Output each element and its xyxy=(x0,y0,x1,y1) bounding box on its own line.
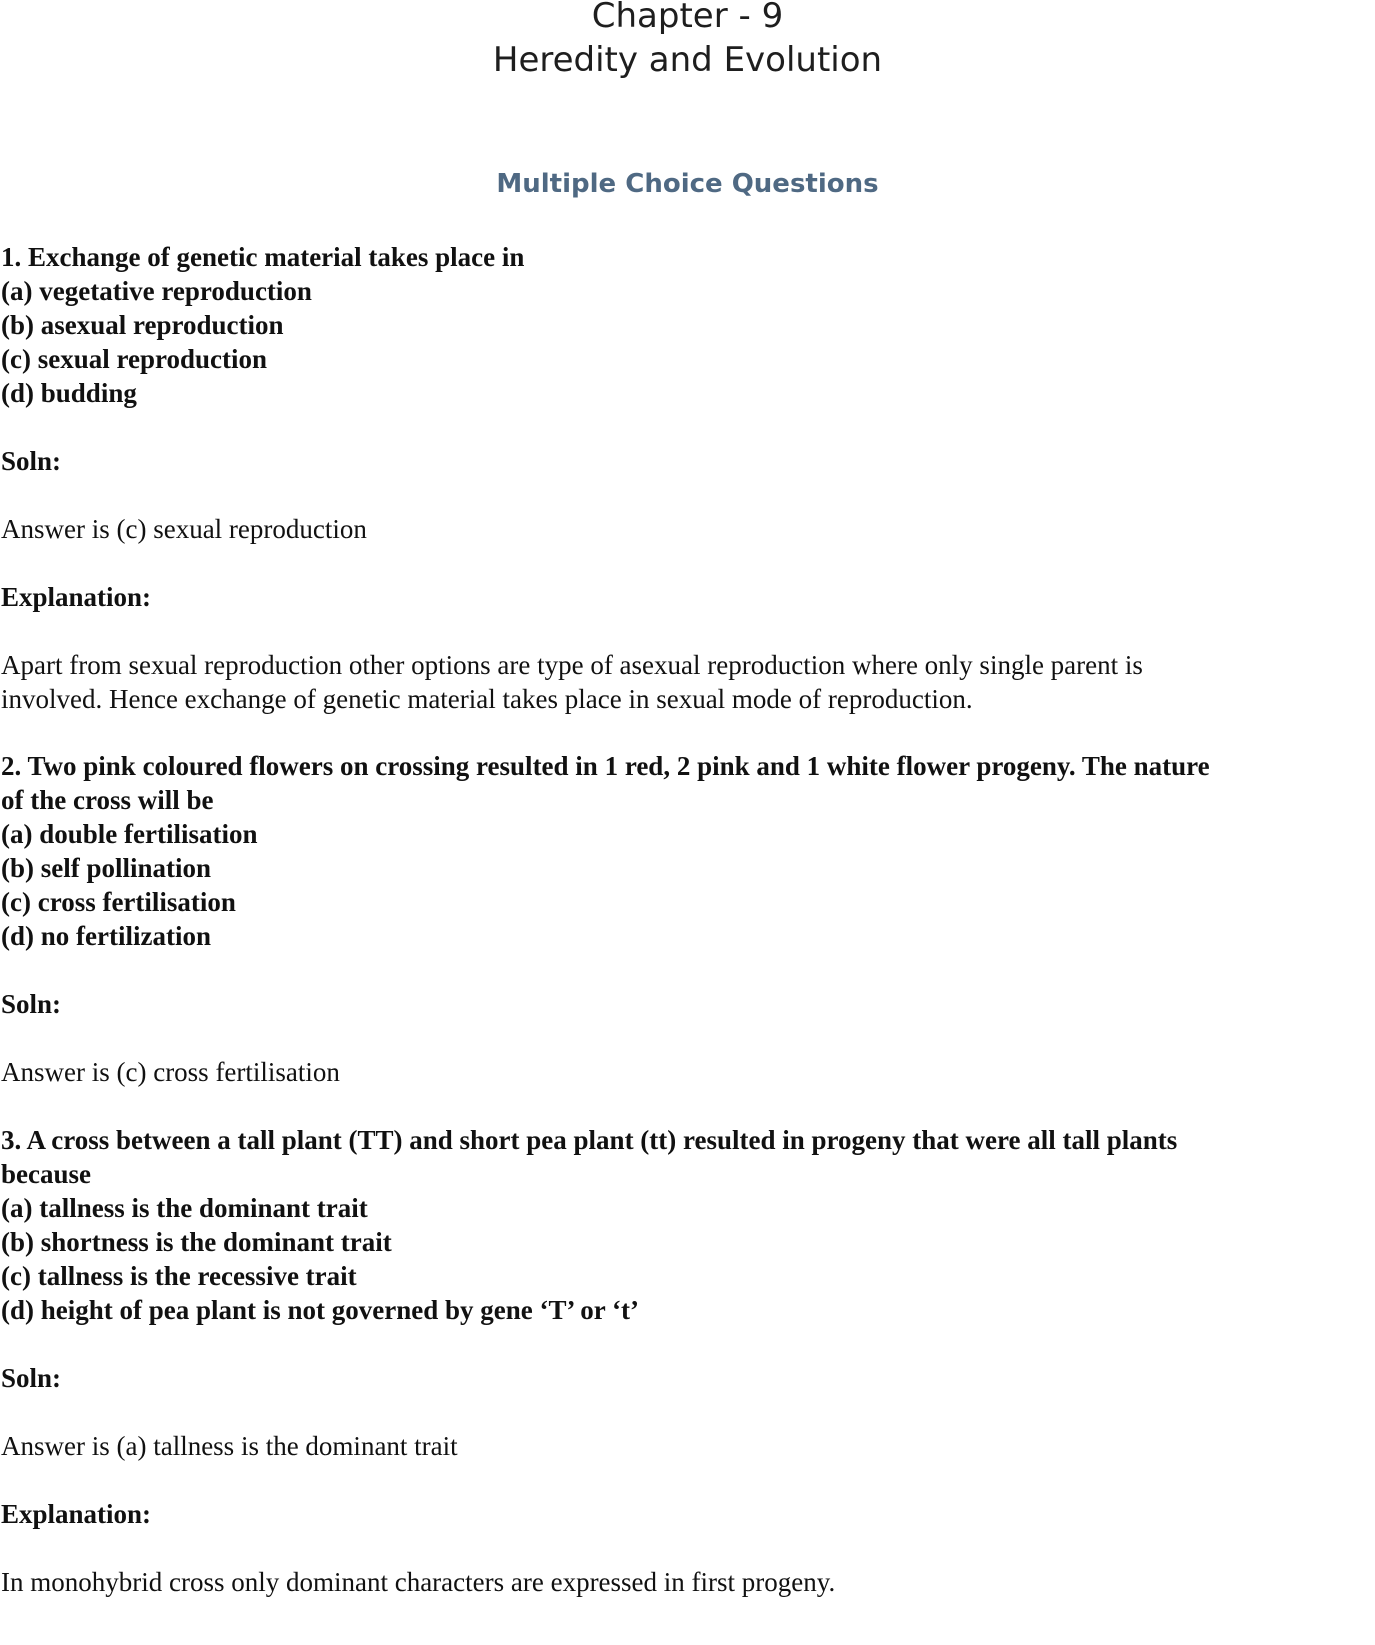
question-2-stem-line-1: 2. Two pink coloured flowers on crossing resulted in 1 red, 2 pink and 1 white flower progeny. The nature xyxy=(1,751,1210,781)
question-3-explanation-line-1: In monohybrid cross only dominant characters are expressed in first progeny. xyxy=(1,1567,836,1597)
question-3-explanation-label: Explanation: xyxy=(1,1499,152,1529)
question-2-option-d: (d) no fertilization xyxy=(1,921,211,951)
question-3-option-c: (c) tallness is the recessive trait xyxy=(1,1261,357,1291)
question-2-option-b: (b) self pollination xyxy=(1,853,212,883)
question-2-soln-label: Soln: xyxy=(1,989,62,1019)
section-heading: Multiple Choice Questions xyxy=(496,169,879,199)
question-2-option-c: (c) cross fertilisation xyxy=(1,887,236,917)
question-1-option-a: (a) vegetative reproduction xyxy=(1,276,312,306)
chapter-title: Chapter - 9 xyxy=(591,0,784,36)
question-3-stem-line-1: 3. A cross between a tall plant (TT) and short pea plant (tt) resulted in progeny that were all tall plants xyxy=(1,1125,1178,1155)
question-1-answer: Answer is (c) sexual reproduction xyxy=(1,514,367,544)
question-3-option-a: (a) tallness is the dominant trait xyxy=(1,1193,368,1223)
question-2-option-a: (a) double fertilisation xyxy=(1,819,258,849)
question-1-soln-label: Soln: xyxy=(1,446,62,476)
chapter-subject-title: Heredity and Evolution xyxy=(492,40,883,80)
question-2-stem-line-2: of the cross will be xyxy=(1,785,214,815)
question-3-stem-line-2: because xyxy=(1,1159,91,1189)
question-3-option-b: (b) shortness is the dominant trait xyxy=(1,1227,392,1257)
question-1-option-d: (d) budding xyxy=(1,378,137,408)
question-2-answer: Answer is (c) cross fertilisation xyxy=(1,1057,340,1087)
question-1-option-c: (c) sexual reproduction xyxy=(1,344,267,374)
question-3-soln-label: Soln: xyxy=(1,1363,62,1393)
question-1-explanation-line-1: Apart from sexual reproduction other options are type of asexual reproduction where only single parent is xyxy=(1,650,1143,680)
question-1-explanation-label: Explanation: xyxy=(1,582,152,612)
question-3-option-d: (d) height of pea plant is not governed by gene ‘T’ or ‘t’ xyxy=(1,1295,639,1325)
question-1-explanation-line-2: involved. Hence exchange of genetic material takes place in sexual mode of reproduction. xyxy=(1,684,973,714)
question-1-option-b: (b) asexual reproduction xyxy=(1,310,284,340)
question-3-answer: Answer is (a) tallness is the dominant trait xyxy=(1,1431,458,1461)
question-1-stem: 1. Exchange of genetic material takes place in xyxy=(1,242,525,272)
